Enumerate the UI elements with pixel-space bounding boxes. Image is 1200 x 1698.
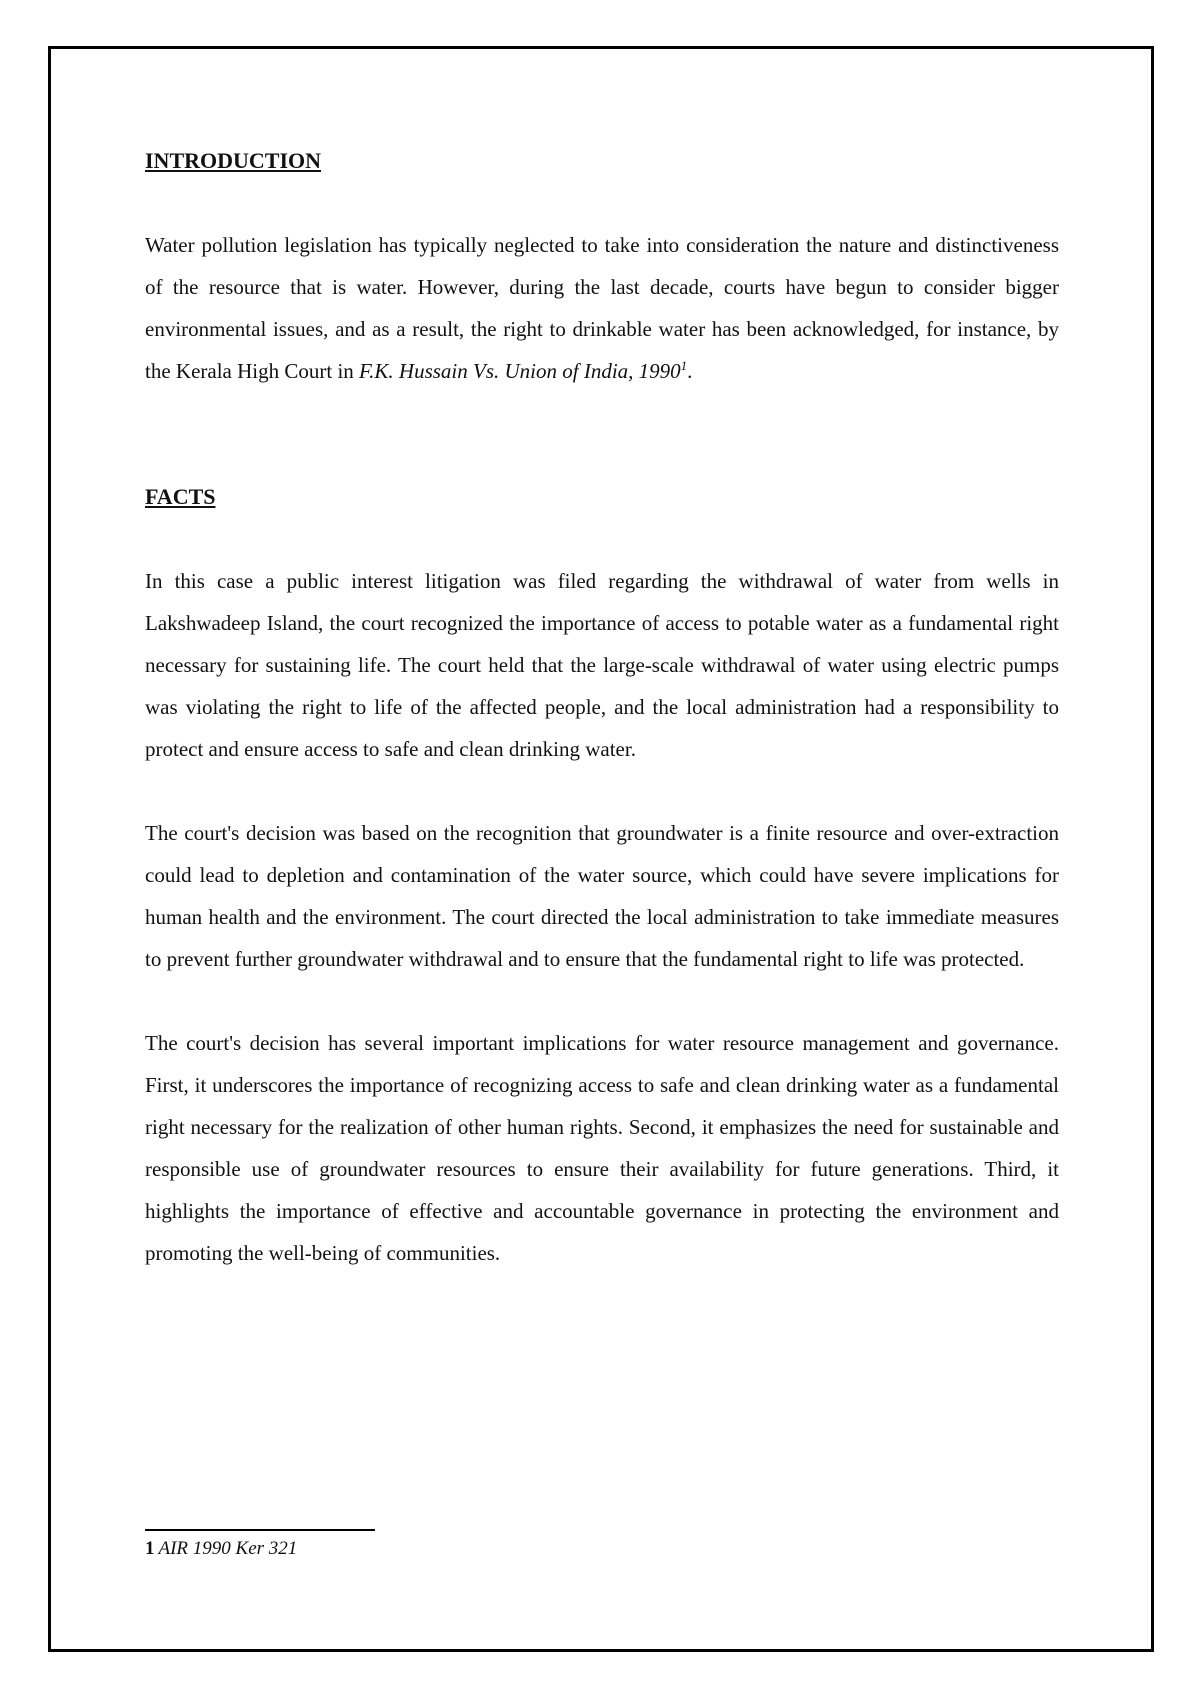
facts-paragraph-1: In this case a public interest litigation was filed regarding the withdrawal of water from wells in Lakshwadeep Island, the court recognized the importance of access to potable water as a fundamental right necessary for sustaining life. The court held that the large-scale withdrawal of water using electric pumps was violating the right to life of the affected people, and the local administration had a responsibility to protect and ensure access to safe and clean drinking water. (145, 569, 1059, 761)
document-body (145, 140, 1059, 1274)
introduction-end-punctuation: . (687, 359, 693, 383)
footnote-text: AIR 1990 Ker 321 (158, 1538, 298, 1559)
facts-heading: FACTS (145, 484, 216, 509)
introduction-text: Water pollution legislation has typically neglected to take into consideration the nature and distinctiveness of the resource that is water. However, during the last decade, courts have begun to consider bigger environmental issues, and as a result, the right to drinkable water has been acknowledged, for instance, by the Kerala High Court in (145, 233, 1059, 383)
case-citation: F.K. Hussain Vs. Union of India, 1990 (359, 359, 681, 383)
introduction-paragraph (145, 224, 1059, 392)
footnote-number: 1 (145, 1538, 155, 1559)
footnote-reference[interactable]: 1 (680, 358, 688, 373)
footnote (145, 1536, 297, 1562)
introduction-heading: INTRODUCTION (145, 148, 322, 173)
facts-paragraph-2: The court's decision was based on the recognition that groundwater is a finite resource and over-extraction could lead to depletion and contamination of the water source, which could have severe implications for human health and the environment. The court directed the local administration to take immediate measures to prevent further groundwater withdrawal and to ensure that the fundamental right to life was protected. (145, 821, 1059, 971)
footnote-separator (145, 1529, 375, 1531)
facts-paragraph-3: The court's decision has several important implications for water resource management and governance. First, it underscores the importance of recognizing access to safe and clean drinking water as a fundamental right necessary for the realization of other human rights. Second, it emphasizes the need for sustainable and responsible use of groundwater resources to ensure their availability for future generations. Third, it highlights the importance of effective and accountable governance in protecting the environment and promoting the well-being of communities. (145, 1031, 1059, 1265)
